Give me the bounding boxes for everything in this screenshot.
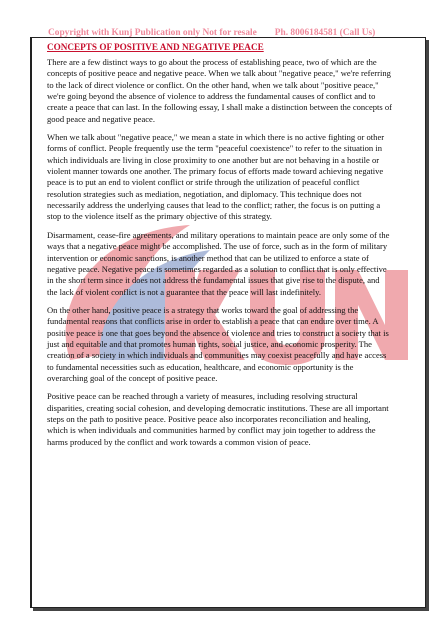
paragraph-5: Positive peace can be reached through a variety of measures, including resolving structural disparities, creating social cohesion, and developing democratic institutions. These are all important steps on the path to positive peace. Positive peace also incorporates reconciliation and healing, which is when individuals and communities harmed by conflict may join together to address the harms produced by the conflict and work towards a common vision of peace. — [47, 391, 389, 447]
document-title: CONCEPTS OF POSITIVE AND NEGATIVE PEACE — [47, 42, 264, 52]
paragraph-1: There are a few distinct ways to go about the process of establishing peace, two of which are the concepts of positive peace and negative peace. When we talk about "negative peace," we're referring to the lack of direct violence or conflict. On the other hand, when we talk about "positive peace," we're going beyond the absence of violence to address the fundamental causes of conflict and to create a peace that can last. In the following essay, I shall make a distinction between the concepts of good peace and negative peace. — [47, 57, 392, 124]
copyright-notice: Copyright with Kunj Publication only Not for resale — [48, 28, 257, 38]
document-body — [44, 42, 392, 455]
paragraph-4: On the other hand, positive peace is a strategy that works toward the goal of addressing the fundamental reasons that conflicts arise in order to establish a peace that can endure over time. A positive peace is one that goes beyond the absence of violence and tries to construct a society that is just and equitable and that promotes human rights, social justice, and economic prosperity. The creation of a society in which individuals and communities may coexist peacefully and have access to fundamental necessities such as education, healthcare, and economic opportunity is the overarching goal of the concept of positive peace. — [47, 304, 389, 383]
page-header — [48, 28, 420, 38]
paragraph-3: Disarmament, cease-fire agreements, and military operations to maintain peace are only some of the ways that a negative peace might be accomplished. The use of force, such as in the form of military intervention or economic sanctions, is another method that can be utilized to enforce a state of negative peace. Negative peace is sometimes regarded as a solution to conflict that is only effective in the short term since it does not address the fundamental issues that give rise to the dispute, and the lack of violent conflict is not a guarantee that the peace will last indefinitely. — [47, 229, 390, 297]
paragraph-2: When we talk about "negative peace," we mean a state in which there is no active fighting or other forms of conflict. People frequently use the term "peaceful coexistence" to refer to the situation in which individuals are living in close proximity to one another but are not behaving in a hostile or violent manner towards one another. The primary focus of efforts made toward achieving negative peace is to put an end to violent conflict or strife through the utilization of peaceful conflict resolution strategies such as mediation, negotiation, and diplomacy. This technique does not necessarily address the underlying causes that lead to the conflict; rather, the focus is on putting a stop to the violence itself as the primary objective of this strategy. — [47, 132, 385, 222]
contact-phone: Ph. 8006184581 (Call Us) — [274, 28, 376, 38]
